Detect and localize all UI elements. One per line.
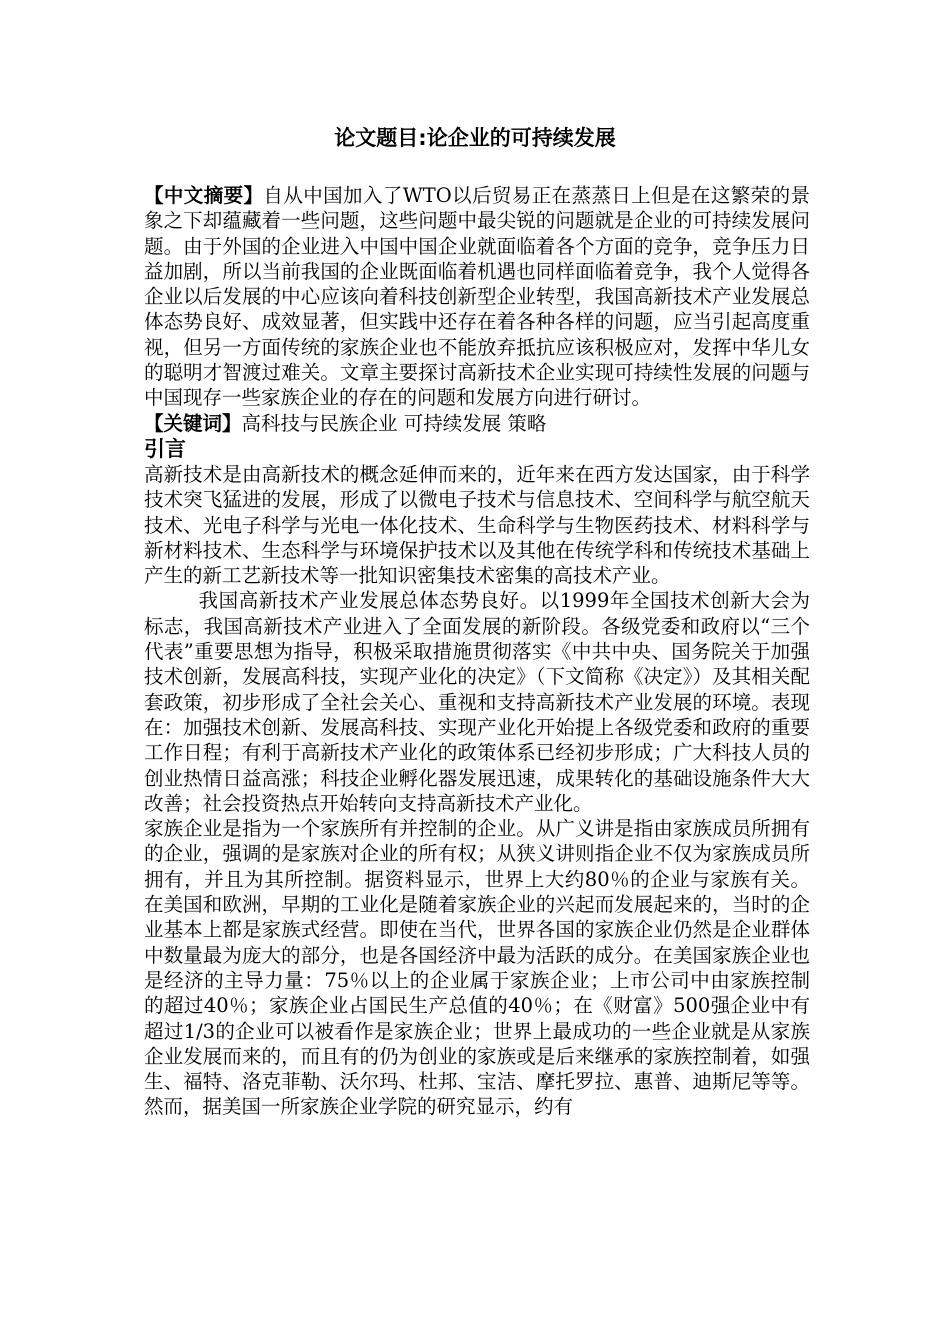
keywords-text: 高科技与民族企业 可持续发展 策略 <box>241 411 547 435</box>
intro-paragraph-2: 我国高新技术产业发展总体态势良好。以1999年全国技术创新大会为标志，我国高新技术产业进入了全面发展的新阶段。各级党委和政府以“三个代表”重要思想为指导，积极采取措施贯彻落实《中共中央、国务院关于加强技术创新，发展高科技，实现产业化的决定》（下文简称《决定》）及其相关配套政策，初步形成了全社会关心、重视和支持高新技术产业发展的环境。表现在：加强技术创新、发展高科技、实现产业化开始提上各级党委和政府的重要工作日程；有利于高新技术产业化的政策体系已经初步形成；广大科技人员的创业热情日益高涨；科技企业孵化器发展迅速，成果转化的基础设施条件大大改善；社会投资热点开始转向支持高新技术产业化。 <box>144 589 810 815</box>
keywords-paragraph <box>144 411 810 436</box>
abstract-paragraph <box>144 183 810 411</box>
abstract-text: 自从中国加入了WTO以后贸易正在蒸蒸日上但是在这繁荣的景象之下却蕴藏着一些问题，这些问题中最尖锐的问题就是企业的可持续发展问题。由于外国的企业进入中国中国企业就面临着各个方面的竞争，竞争压力日益加剧，所以当前我国的企业既面临着机遇也同样面临着竞争，我个人觉得各企业以后发展的中心应该向着科技创新型企业转型，我国高新技术产业发展总体态势良好、成效显著，但实践中还存在着各种各样的问题，应当引起高度重视，但另一方面传统的家族企业也不能放弃抵抗应该积极应对，发挥中华儿女的聪明才智渡过难关。文章主要探讨高新技术企业实现可持续性发展的问题与中国现存一些家族企业的存在的问题和发展方向进行研讨。 <box>144 184 810 410</box>
abstract-label: 【中文摘要】 <box>144 184 264 207</box>
intro-paragraph-1: 高新技术是由高新技术的概念延伸而来的，近年来在西方发达国家，由于科学技术突飞猛进的发展，形成了以微电子技术与信息技术、空间科学与航空航天技术、光电子科学与光电一体化技术、生命科学与生物医药技术、材料科学与新材料技术、生态科学与环境保护技术以及其他在传统学科和传统技术基础上产生的新工艺新技术等一批知识密集技术密集的高技术产业。 <box>144 462 810 588</box>
document-body <box>144 183 810 1120</box>
keywords-label: 【关键词】 <box>144 411 242 435</box>
section-heading-introduction: 引言 <box>144 436 186 461</box>
page-title: 论文题目:论企业的可持续发展 <box>334 126 616 150</box>
intro-paragraph-3: 家族企业是指为一个家族所有并控制的企业。从广义讲是指由家族成员所拥有的企业，强调的是家族对企业的所有权；从狭义讲则指企业不仅为家族成员所拥有，并且为其所控制。据资料显示，世界上大约80％的企业与家族有关。在美国和欧洲，早期的工业化是随着家族企业的兴起而发展起来的，当时的企业基本上都是家族式经营。即使在当代，世界各国的家族企业仍然是企业群体中数量最为庞大的部分，也是各国经济中最为活跃的成分。在美国家族企业也是经济的主导力量：75％以上的企业属于家族企业；上市公司中由家族控制的超过40％；家族企业占国民生产总值的40％；在《财富》500强企业中有超过1/3的企业可以被看作是家族企业；世界上最成功的一些企业就是从家族企业发展而来的，而且有的仍为创业的家族或是后来继承的家族控制着，如强生、福特、洛克菲勒、沃尔玛、杜邦、宝洁、摩托罗拉、惠普、迪斯尼等等。然而，据美国一所家族企业学院的研究显示，约有 <box>144 817 810 1119</box>
